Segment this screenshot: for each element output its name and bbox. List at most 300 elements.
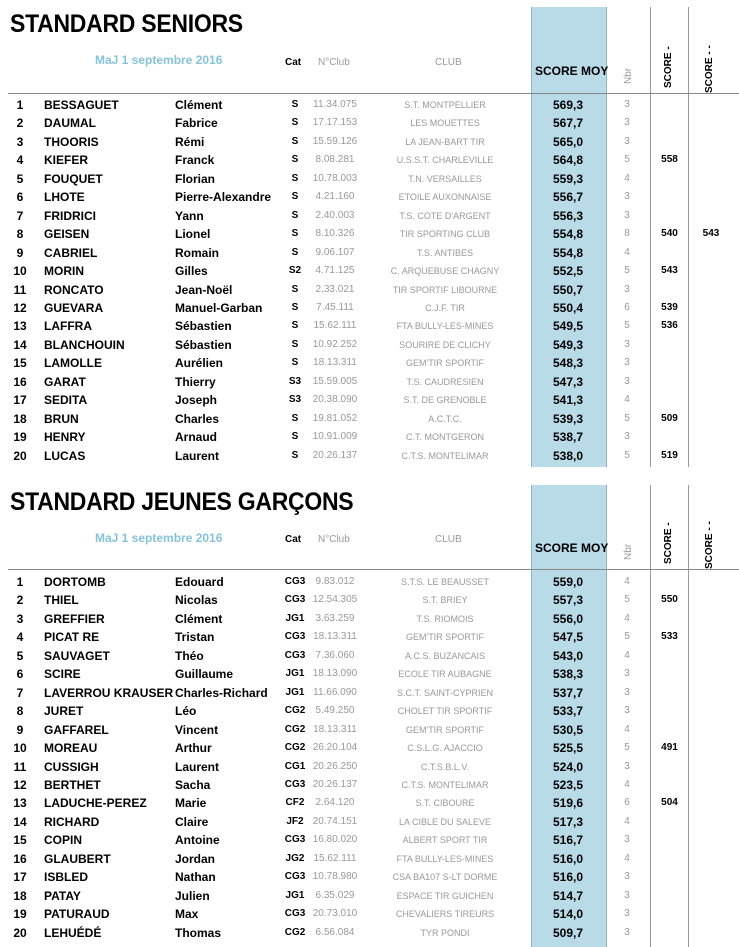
nclub-cell: 4.71.125 (315, 265, 355, 277)
score-minus-cell: 536 (661, 320, 678, 332)
nbr-cell: 5 (624, 265, 630, 277)
club-cell: TYR PONDI (420, 927, 470, 938)
cat-cell: S (291, 301, 299, 313)
name-cell: LAVERROU KRAUSER (44, 685, 174, 700)
table-row (0, 317, 739, 335)
score-cell: 547,5 (552, 630, 584, 645)
cat-cell: S2 (288, 265, 302, 277)
club-cell: ECOLE TIR AUBAGNE (398, 669, 492, 680)
rank-cell: 12 (13, 777, 27, 792)
score-cell: 509,7 (552, 925, 584, 940)
nbr-cell: 5 (624, 412, 630, 424)
table-row (0, 170, 739, 188)
cat-cell: JG1 (285, 889, 305, 901)
firstname-cell: Marie (175, 796, 207, 811)
club-cell: C.J.F. TIR (425, 302, 465, 313)
score-cell: 514,7 (552, 888, 584, 903)
club-cell: S.T. DE GRENOBLE (403, 395, 487, 406)
score-cell: 556,3 (552, 208, 584, 223)
nclub-cell: 2.64.120 (315, 797, 355, 809)
table-row (0, 905, 739, 923)
name-cell: LAFFRA (44, 319, 92, 334)
nbr-cell: 5 (624, 594, 630, 606)
firstname-cell: Gilles (175, 264, 208, 279)
name-cell: RONCATO (44, 282, 104, 297)
score-cell: 569,3 (552, 98, 584, 112)
rank-cell: 2 (16, 116, 24, 131)
nclub-cell: 10.91.009 (312, 431, 358, 443)
name-cell: LADUCHE-PEREZ (44, 796, 147, 811)
firstname-cell: Théo (175, 648, 204, 663)
club-cell: LA CIBLE DU SALEVE (398, 816, 492, 827)
score-cell: 559,0 (552, 575, 584, 589)
table-row (0, 758, 739, 776)
score-cell: 549,3 (552, 337, 584, 352)
nclub-cell: 8.10.326 (315, 228, 355, 240)
score-minus-cell: 519 (661, 449, 678, 461)
name-cell: PATURAUD (44, 907, 110, 922)
score-minus-cell: 543 (661, 265, 678, 277)
name-cell: SCIRE (44, 667, 81, 682)
cat-cell: CG3 (284, 631, 306, 643)
header-rule (8, 569, 739, 570)
cat-cell: S (291, 320, 299, 332)
firstname-cell: Jordan (175, 851, 216, 866)
club-cell: ETOILE AUXONNAISE (398, 192, 492, 203)
name-cell: COPIN (44, 833, 83, 848)
table-row (0, 373, 739, 391)
name-cell: BESSAGUET (44, 98, 119, 112)
nbr-cell: 4 (624, 394, 630, 406)
nclub-cell: 16.80.020 (312, 834, 358, 846)
rank-cell: 4 (16, 630, 24, 645)
seniors-section (0, 0, 739, 467)
header-club: CLUB (435, 534, 462, 545)
score-cell: 517,3 (552, 814, 584, 829)
table-row (0, 244, 739, 262)
nclub-cell: 7.36.060 (315, 649, 355, 661)
firstname-cell: Jean-Noël (175, 282, 233, 297)
cat-cell: CG3 (284, 834, 306, 846)
header-rule (8, 93, 739, 94)
nclub-cell: 15.59.005 (312, 375, 358, 387)
firstname-cell: Florian (175, 171, 216, 186)
header-nbr: Nbr (623, 67, 634, 84)
nclub-cell: 9.06.107 (315, 246, 355, 258)
rank-cell: 14 (13, 337, 27, 352)
name-cell: DORTOMB (44, 575, 106, 589)
cat-cell: CG3 (284, 908, 306, 920)
nbr-cell: 4 (624, 649, 630, 661)
nclub-cell: 10.78.980 (312, 871, 358, 883)
firstname-cell: Fabrice (175, 116, 218, 131)
score-cell: 537,7 (552, 685, 584, 700)
cat-cell: S (291, 154, 299, 166)
nclub-cell: 9.83.012 (315, 576, 355, 587)
table-row (0, 868, 739, 886)
nbr-cell: 3 (624, 668, 630, 680)
table-row (0, 831, 739, 849)
rank-cell: 12 (13, 300, 27, 315)
club-cell: C.T.S.B.L.V. (420, 761, 470, 772)
club-cell: S.T. CIBOURE (415, 798, 475, 809)
name-cell: LAMOLLE (44, 356, 102, 371)
score-cell: 556,7 (552, 190, 584, 205)
header-score-minus: SCORE - (663, 522, 674, 564)
club-cell: A.C.S. BUZANCAIS (404, 650, 485, 661)
nclub-cell: 15.62.111 (313, 852, 357, 864)
name-cell: ISBLED (44, 870, 89, 885)
rank-cell: 13 (13, 796, 27, 811)
club-cell: LES MOUETTES (410, 118, 480, 129)
rank-cell: 17 (13, 393, 27, 408)
club-cell: S.C.T. SAINT-CYPRIEN (396, 687, 494, 698)
firstname-cell: Tristan (175, 630, 215, 645)
rank-cell: 16 (13, 851, 27, 866)
score-cell: 516,0 (552, 870, 584, 885)
cat-cell: CG2 (284, 723, 306, 735)
cat-cell: CG3 (284, 778, 306, 790)
cat-cell: JF2 (286, 815, 304, 827)
header-cat: Cat (285, 534, 302, 545)
name-cell: LUCAS (44, 448, 86, 463)
cat-cell: S3 (288, 394, 302, 406)
club-cell: TIR SPORTIF LIBOURNE (392, 284, 498, 295)
nclub-cell: 2.33.021 (315, 283, 355, 295)
table-row (0, 610, 739, 628)
nbr-cell: 3 (624, 99, 630, 110)
nclub-cell: 2.40.003 (315, 209, 355, 221)
nbr-cell: 3 (624, 117, 630, 129)
score-minus-cell: 540 (661, 228, 678, 240)
score-cell: 516,0 (552, 851, 584, 866)
firstname-cell: Charles-Richard (175, 685, 268, 700)
score-cell: 552,5 (552, 264, 584, 279)
score-minus-cell: 491 (661, 742, 678, 754)
rank-cell: 19 (13, 430, 27, 445)
nbr-cell: 3 (624, 926, 630, 938)
score-cell: 550,4 (552, 300, 584, 315)
nclub-cell: 15.59.126 (312, 135, 358, 147)
header-club: CLUB (435, 57, 462, 68)
nbr-cell: 6 (624, 797, 630, 809)
rank-cell: 17 (13, 870, 27, 885)
club-cell: FTA BULLY-LES-MINES (396, 853, 494, 864)
name-cell: KIEFER (44, 153, 89, 168)
name-cell: RICHARD (44, 814, 100, 829)
nbr-cell: 4 (624, 246, 630, 258)
header-nclub: N°Club (318, 534, 350, 545)
table-row (0, 684, 739, 702)
nclub-cell: 4.21.160 (315, 191, 355, 203)
name-cell: GEISEN (44, 227, 90, 242)
table-row (0, 887, 739, 905)
club-cell: GEM'TIR SPORTIF (405, 358, 485, 369)
cat-cell: CG2 (284, 926, 306, 938)
firstname-cell: Rémi (175, 134, 205, 149)
rank-cell: 15 (13, 833, 27, 848)
club-cell: T.S. ANTIBES (416, 247, 474, 258)
score-minus-cell: 504 (661, 797, 678, 809)
name-cell: SEDITA (44, 393, 88, 408)
club-cell: C.T.S. MONTELIMAR (401, 450, 489, 461)
nbr-cell: 8 (624, 228, 630, 240)
score-cell: 533,7 (552, 704, 584, 719)
name-cell: PICAT RE (44, 630, 100, 645)
score-cell: 543,0 (552, 648, 584, 663)
score-cell: 541,3 (552, 393, 584, 408)
cat-cell: S3 (288, 375, 302, 387)
club-cell: T.N. VERSAILLES (408, 173, 482, 184)
rank-cell: 5 (16, 648, 24, 663)
rank-cell: 10 (13, 264, 27, 279)
table-row (0, 628, 739, 646)
score-cell: 538,3 (552, 667, 584, 682)
table-row (0, 225, 739, 243)
nclub-cell: 6.35.029 (315, 889, 355, 901)
club-cell: S.T. MONTPELLIER (404, 100, 486, 110)
firstname-cell: Claire (175, 814, 209, 829)
nbr-cell: 5 (624, 154, 630, 166)
rank-cell: 18 (13, 888, 27, 903)
nclub-cell: 20.26.137 (312, 449, 358, 461)
nclub-cell: 8.08.281 (315, 154, 355, 166)
nbr-cell: 3 (624, 705, 630, 717)
rank-cell: 5 (16, 171, 24, 186)
cat-cell: S (291, 431, 299, 443)
cat-cell: JG1 (285, 612, 305, 624)
nbr-cell: 3 (624, 338, 630, 350)
rank-cell: 1 (16, 575, 24, 589)
table-row (0, 262, 739, 280)
score-minus-cell: 550 (661, 594, 678, 606)
cat-cell: S (291, 99, 299, 110)
club-cell: SOURIRE DE CLICHY (399, 339, 491, 350)
name-cell: THIEL (44, 593, 79, 608)
table-row (0, 188, 739, 206)
score-cell: 554,8 (552, 245, 584, 260)
header-score-minus-minus: SCORE - - (704, 45, 715, 93)
nclub-cell: 17.17.153 (312, 117, 358, 129)
firstname-cell: Antoine (175, 833, 220, 848)
firstname-cell: Thomas (175, 925, 222, 940)
table-row (0, 573, 739, 591)
firstname-cell: Yann (175, 208, 204, 223)
nclub-cell: 20.38.090 (312, 394, 358, 406)
table-row (0, 794, 739, 812)
club-cell: C.T. MONTGERON (406, 432, 484, 443)
name-cell: BERTHET (44, 777, 101, 792)
rank-cell: 18 (13, 411, 27, 426)
nbr-cell: 3 (624, 209, 630, 221)
name-cell: BLANCHOUIN (44, 337, 125, 352)
table-row (0, 447, 739, 465)
score-cell: 516,7 (552, 833, 584, 848)
table-row (0, 354, 739, 372)
club-cell: U.S.S.T. CHARLEVILLE (396, 155, 494, 166)
cat-cell: JG1 (285, 668, 305, 680)
club-cell: S.T. BRIEY (422, 595, 468, 606)
table-row (0, 739, 739, 757)
nbr-cell: 4 (624, 576, 630, 587)
table-row (0, 96, 739, 114)
nbr-cell: 5 (624, 742, 630, 754)
cat-cell: S (291, 172, 299, 184)
score-minus-cell: 539 (661, 301, 678, 313)
nclub-cell: 15.62.111 (313, 320, 357, 332)
rank-cell: 2 (16, 593, 24, 608)
nclub-cell: 18.13.311 (313, 631, 357, 643)
rank-cell: 4 (16, 153, 24, 168)
name-cell: SAUVAGET (44, 648, 110, 663)
name-cell: HENRY (44, 430, 86, 445)
rank-cell: 14 (13, 814, 27, 829)
score-cell: 524,0 (552, 759, 584, 774)
nbr-cell: 4 (624, 815, 630, 827)
cat-cell: S (291, 191, 299, 203)
name-cell: GREFFIER (44, 611, 105, 626)
cat-cell: S (291, 283, 299, 295)
score-cell: 539,3 (552, 411, 584, 426)
score-cell: 538,0 (552, 448, 584, 463)
club-cell: T.S. CAUDRESIEN (406, 376, 484, 387)
nbr-cell: 6 (624, 301, 630, 313)
nclub-cell: 10.78.003 (312, 172, 358, 184)
club-cell: ALBERT SPORT TIR (402, 835, 488, 846)
cat-cell: S (291, 338, 299, 350)
name-cell: PATAY (44, 888, 81, 903)
nbr-cell: 3 (624, 834, 630, 846)
cat-cell: S (291, 117, 299, 129)
rank-cell: 11 (13, 282, 27, 297)
cat-cell: CG1 (284, 760, 306, 772)
score-minus-cell: 558 (661, 154, 678, 166)
club-cell: C.S.L.G. AJACCIO (407, 743, 483, 754)
section-title: STANDARD SENIORS (10, 10, 243, 38)
firstname-cell: Manuel-Garban (175, 300, 263, 315)
score-cell: 514,0 (552, 907, 584, 922)
name-cell: GARAT (44, 374, 86, 389)
header-score-moy: SCORE MOY (535, 541, 609, 555)
jeunes-section (0, 478, 739, 947)
club-cell: TIR SPORTING CLUB (399, 229, 491, 240)
cat-cell: JG1 (285, 686, 305, 698)
cat-cell: CG3 (284, 576, 306, 587)
nbr-cell: 5 (624, 449, 630, 461)
name-cell: CUSSIGH (44, 759, 99, 774)
score-cell: 556,0 (552, 611, 584, 626)
score-cell: 548,3 (552, 356, 584, 371)
nclub-cell: 18.13.311 (313, 723, 357, 735)
table-row (0, 336, 739, 354)
header-score-minus-minus: SCORE - - (704, 521, 715, 569)
score-cell: 557,3 (552, 593, 584, 608)
rank-cell: 6 (16, 667, 24, 682)
table-row (0, 299, 739, 317)
cat-cell: CG3 (284, 594, 306, 606)
name-cell: GUEVARA (44, 300, 104, 315)
name-cell: MOREAU (44, 741, 98, 756)
firstname-cell: Pierre-Alexandre (175, 190, 272, 205)
club-cell: T.S. RIOMOIS (416, 613, 474, 624)
header-nbr: Nbr (623, 543, 634, 560)
score-cell: 565,0 (552, 134, 584, 149)
rank-cell: 7 (16, 685, 24, 700)
nclub-cell: 18.13.090 (312, 668, 358, 680)
firstname-cell: Arthur (175, 741, 212, 756)
score-minus-cell: 509 (661, 412, 678, 424)
firstname-cell: Lionel (175, 227, 211, 242)
nbr-cell: 3 (624, 283, 630, 295)
nclub-cell: 20.73.010 (312, 908, 358, 920)
name-cell: CABRIEL (44, 245, 98, 260)
nclub-cell: 5.49.250 (315, 705, 355, 717)
club-cell: CSA BA107 S-LT DORME (392, 872, 498, 883)
nbr-cell: 3 (624, 357, 630, 369)
nclub-cell: 20.26.137 (312, 778, 358, 790)
firstname-cell: Guillaume (175, 667, 234, 682)
club-cell: C.T.S. MONTELIMAR (401, 779, 489, 790)
firstname-cell: Aurélien (175, 356, 224, 371)
header-cat: Cat (285, 57, 302, 68)
club-cell: CHEVALIERS TIREURS (395, 909, 495, 920)
cat-cell: JG2 (285, 852, 305, 864)
name-cell: THOORIS (44, 134, 99, 149)
nclub-cell: 20.74.151 (312, 815, 358, 827)
nbr-cell: 5 (624, 631, 630, 643)
firstname-cell: Nathan (175, 870, 216, 885)
nclub-cell: 19.81.052 (312, 412, 358, 424)
score-cell: 519,6 (552, 796, 584, 811)
score-cell: 538,7 (552, 430, 584, 445)
rank-cell: 13 (13, 319, 27, 334)
table-row (0, 391, 739, 409)
rank-cell: 11 (13, 759, 27, 774)
rank-cell: 3 (16, 134, 24, 149)
score-cell: 554,8 (552, 227, 584, 242)
firstname-cell: Romain (175, 245, 220, 260)
nclub-cell: 26.20.104 (312, 742, 358, 754)
table-row (0, 721, 739, 739)
cat-cell: S (291, 357, 299, 369)
table-row (0, 207, 739, 225)
club-cell: C. ARQUEBUSE CHAGNY (390, 266, 500, 277)
firstname-cell: Julien (175, 888, 210, 903)
table-row (0, 114, 739, 132)
table-row (0, 702, 739, 720)
update-date: MaJ 1 septembre 2016 (95, 531, 223, 545)
club-cell: GEM'TIR SPORTIF (405, 724, 485, 735)
firstname-cell: Vincent (175, 722, 219, 737)
cat-cell: CG2 (284, 705, 306, 717)
club-cell: A.C.T.C. (428, 413, 462, 424)
cat-cell: CF2 (285, 797, 305, 809)
firstname-cell: Clément (175, 611, 223, 626)
firstname-cell: Nicolas (175, 593, 218, 608)
nclub-cell: 10.92.252 (312, 338, 358, 350)
table-row (0, 665, 739, 683)
table-row (0, 850, 739, 868)
cat-cell: CG3 (284, 871, 306, 883)
firstname-cell: Joseph (175, 393, 218, 408)
club-cell: FTA BULLY-LES-MINES (396, 321, 494, 332)
score-cell: 550,7 (552, 282, 584, 297)
name-cell: DAUMAL (44, 116, 96, 131)
nbr-cell: 3 (624, 375, 630, 387)
table-row (0, 151, 739, 169)
rank-cell: 7 (16, 208, 24, 223)
firstname-cell: Max (175, 907, 199, 922)
